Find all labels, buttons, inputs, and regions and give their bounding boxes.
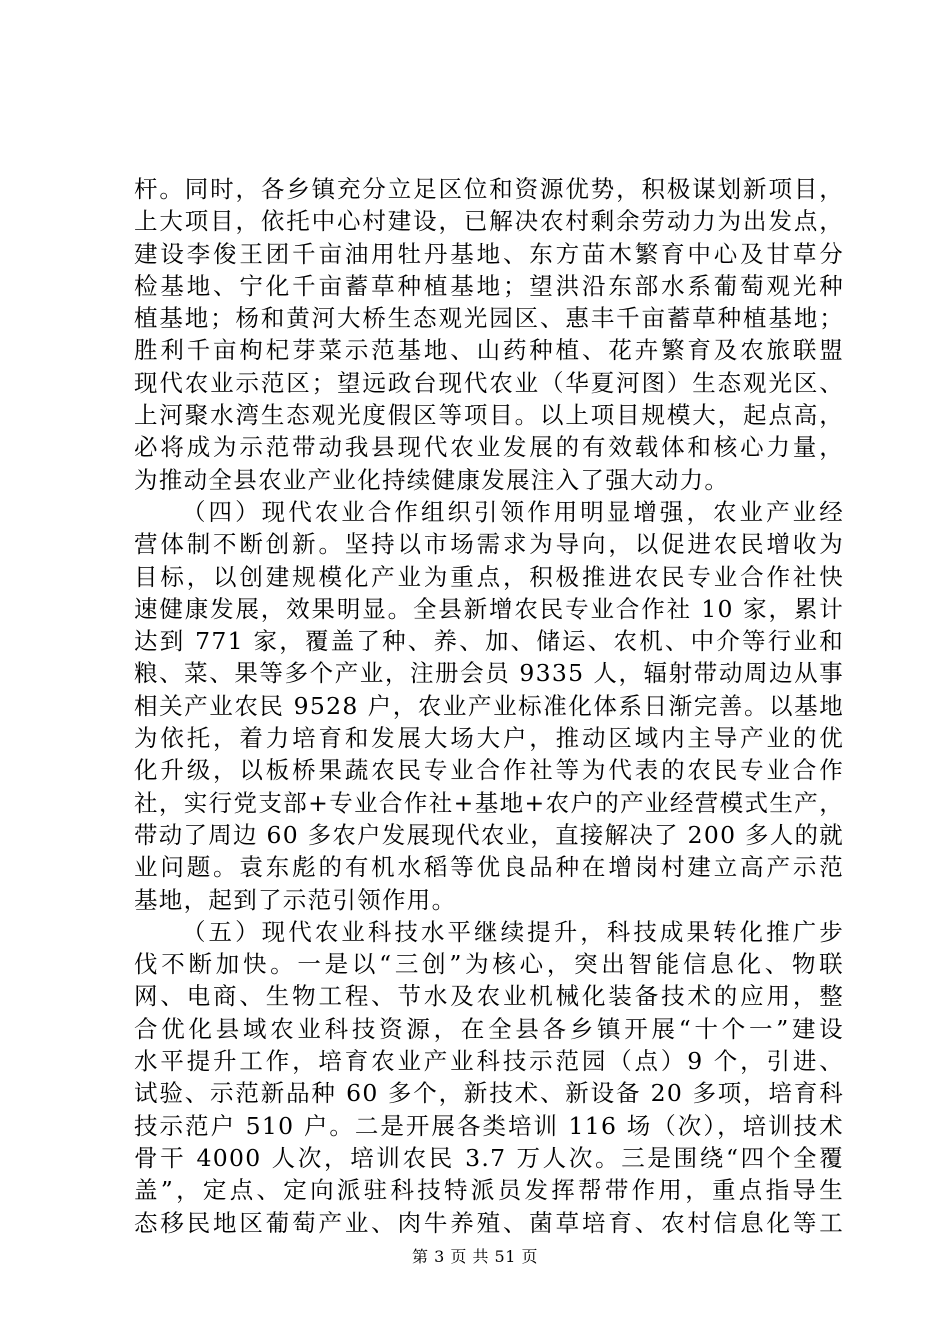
text-line: 业问题。袁东彪的有机水稻等优良品种在增岗村建立高产示范 bbox=[134, 853, 844, 882]
text-line: 态移民地区葡萄产业、肉牛养殖、菌草培育、农村信息化等工 bbox=[134, 1208, 844, 1237]
paragraph-continuation bbox=[134, 173, 844, 496]
text-line: 为依托，着力培育和发展大场大户，推动区域内主导产业的优 bbox=[134, 724, 844, 753]
text-line: 粮、菜、果等多个产业，注册会员 9335 人，辐射带动周边从事 bbox=[134, 659, 844, 688]
text-line: 速健康发展，效果明显。全县新增农民专业合作社 10 家，累计 bbox=[134, 594, 844, 623]
text-line: 建设李俊王团千亩油用牡丹基地、东方苗木繁育中心及甘草分 bbox=[134, 239, 844, 268]
text-line-last: 为推动全县农业产业化持续健康发展注入了强大动力。 bbox=[134, 465, 730, 494]
text-line: 化升级，以板桥果蔬农民专业合作社等为代表的农民专业合作 bbox=[134, 756, 844, 785]
text-line: 骨干 4000 人次，培训农民 3.7 万人次。三是围绕“四个全覆 bbox=[134, 1143, 844, 1172]
paragraph-section-5 bbox=[134, 916, 844, 1239]
text-line: 检基地、宁化千亩蓄草种植基地；望洪沿东部水系葡萄观光种 bbox=[134, 271, 844, 300]
text-line: 上大项目，依托中心村建设，已解决农村剩余劳动力为出发点， bbox=[134, 207, 844, 236]
text-line: 社，实行党支部+专业合作社+基地+农户的产业经营模式生产， bbox=[134, 788, 844, 817]
text-line: 胜利千亩枸杞芽菜示范基地、山药种植、花卉繁育及农旅联盟 bbox=[134, 336, 844, 365]
document-body bbox=[134, 173, 844, 1239]
page-number-footer: 第 3 页 共 51 页 bbox=[412, 1247, 538, 1266]
text-line: 达到 771 家，覆盖了种、养、加、储运、农机、中介等行业和 bbox=[134, 627, 844, 656]
text-line: 必将成为示范带动我县现代农业发展的有效载体和核心力量， bbox=[134, 433, 844, 462]
text-line-indented: （四）现代农业合作组织引领作用明显增强，农业产业经 bbox=[182, 497, 844, 526]
text-line: 现代农业示范区；望远政台现代农业（华夏河图）生态观光区、 bbox=[134, 368, 844, 397]
text-line: 水平提升工作，培育农业产业科技示范园（点）9 个，引进、 bbox=[134, 1047, 844, 1076]
text-line: 网、电商、生物工程、节水及农业机械化装备技术的应用，整 bbox=[134, 982, 844, 1011]
text-line: 上河聚水湾生态观光度假区等项目。以上项目规模大，起点高， bbox=[134, 401, 844, 430]
text-line: 营体制不断创新。坚持以市场需求为导向，以促进农民增收为 bbox=[134, 530, 844, 559]
text-line: 植基地；杨和黄河大桥生态观光园区、惠丰千亩蓄草种植基地； bbox=[134, 304, 844, 333]
text-line: 相关产业农民 9528 户，农业产业标准化体系日渐完善。以基地 bbox=[134, 691, 844, 720]
text-line: 合优化县域农业科技资源，在全县各乡镇开展“十个一”建设 bbox=[134, 1014, 844, 1043]
text-line: 杆。同时，各乡镇充分立足区位和资源优势，积极谋划新项目， bbox=[134, 175, 844, 203]
text-line: 试验、示范新品种 60 多个，新技术、新设备 20 多项，培育科 bbox=[134, 1079, 844, 1108]
paragraph-section-4 bbox=[134, 496, 844, 916]
text-line: 盖”，定点、定向派驻科技特派员发挥帮带作用，重点指导生 bbox=[134, 1176, 844, 1205]
text-line: 目标，以创建规模化产业为重点，积极推进农民专业合作社快 bbox=[134, 562, 844, 591]
text-line-last: 基地，起到了示范引领作用。 bbox=[134, 885, 457, 914]
text-line: 技示范户 510 户。二是开展各类培训 116 场（次），培训技术 bbox=[134, 1111, 844, 1140]
text-line-indented: （五）现代农业科技水平继续提升，科技成果转化推广步 bbox=[182, 917, 844, 946]
text-line: 带动了周边 60 多农户发展现代农业，直接解决了 200 多人的就 bbox=[134, 820, 844, 849]
text-line: 伐不断加快。一是以“三创”为核心，突出智能信息化、物联 bbox=[134, 950, 844, 979]
